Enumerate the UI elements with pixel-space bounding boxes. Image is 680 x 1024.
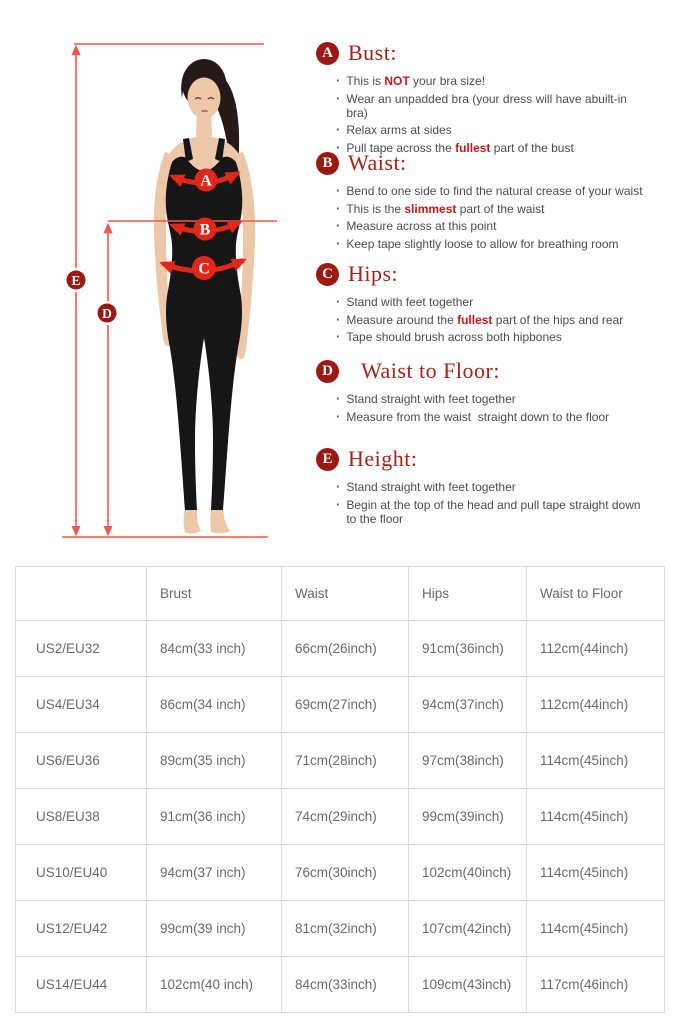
text-segment: part of the bust (490, 140, 574, 155)
text-segment: Stand with feet together (346, 295, 474, 309)
size-value: 84cm(33 inch) (147, 621, 282, 677)
left-foot (184, 510, 202, 533)
size-value: 69cm(27inch) (282, 677, 409, 733)
section-title: Waist to Floor: (361, 358, 500, 383)
bullet-text (346, 410, 609, 424)
size-row (16, 733, 665, 789)
text-segment: your bra size! (409, 74, 486, 88)
section-heading (316, 358, 674, 384)
section-badge-B: B (316, 152, 339, 175)
size-row (16, 901, 665, 957)
text-segment: Measure across at this point (346, 219, 497, 233)
bullet-item (336, 392, 674, 406)
bullet-dot: · (336, 479, 341, 494)
dim-badge-E-letter: E (71, 272, 81, 288)
section-title: Hips: (348, 261, 399, 286)
bullet-text (346, 74, 485, 88)
bullet-text (346, 219, 496, 233)
measure-section-D (316, 358, 674, 427)
size-value: 84cm(33inch) (282, 957, 409, 1013)
measurement-figure (0, 0, 320, 560)
body-badge-B-letter: B (199, 221, 211, 239)
bullet-text (346, 184, 642, 198)
size-row (16, 789, 665, 845)
highlighted-word: fullest (457, 312, 493, 327)
size-value: 71cm(28inch) (282, 733, 409, 789)
size-value: 89cm(35 inch) (147, 733, 282, 789)
section-title: Waist: (348, 150, 407, 175)
bullet-text (346, 202, 544, 216)
size-label: US8/EU38 (16, 789, 147, 845)
highlighted-word: NOT (384, 74, 410, 88)
section-badge-E: E (316, 448, 339, 471)
size-value: 112cm(44inch) (527, 621, 665, 677)
section-badge-A: A (316, 42, 339, 65)
text-segment: This is the (346, 201, 405, 216)
bullet-item (336, 74, 674, 88)
bullet-item (336, 410, 674, 424)
bullet-text (346, 92, 648, 120)
bullet-item (336, 123, 674, 137)
size-value: 99cm(39inch) (409, 789, 527, 845)
section-badge-C: C (316, 263, 339, 286)
bullet-item (336, 92, 674, 120)
body-badge-A-letter: A (200, 172, 212, 190)
right-foot (210, 510, 230, 533)
text-segment: Wear an unpadded bra (your dress will have abuilt-in bra) (346, 91, 631, 120)
bullet-dot: · (336, 329, 341, 344)
bullet-dot: · (336, 496, 341, 512)
highlighted-word: fullest (455, 140, 491, 155)
text-segment: This is (346, 74, 385, 88)
text-segment: Bend to one side to find the natural crease of your waist (346, 184, 643, 198)
size-value: 102cm(40inch) (409, 845, 527, 901)
bullet-text (346, 392, 515, 406)
size-label: US14/EU44 (16, 957, 147, 1013)
size-value: 102cm(40 inch) (147, 957, 282, 1013)
size-value: 114cm(45inch) (527, 733, 665, 789)
size-value: 94cm(37 inch) (147, 845, 282, 901)
bullet-item (336, 330, 674, 344)
size-col-header-0 (16, 567, 147, 621)
section-bullets (316, 392, 674, 424)
size-value: 91cm(36inch) (409, 621, 527, 677)
bullet-dot: · (336, 311, 341, 327)
size-value: 107cm(42inch) (409, 901, 527, 957)
section-title: Bust: (348, 40, 397, 65)
bullet-item (336, 237, 674, 251)
size-value: 114cm(45inch) (527, 845, 665, 901)
size-row (16, 677, 665, 733)
size-label: US4/EU34 (16, 677, 147, 733)
text-segment: Stand straight with feet together (346, 392, 516, 406)
bullet-dot: · (336, 90, 341, 106)
bullet-text (346, 330, 561, 344)
text-segment: Begin at the top of the head and pull tape straight down to the floor (346, 497, 644, 526)
bullet-dot: · (336, 294, 341, 309)
text-segment: Measure from the waist straight down to the floor (346, 409, 610, 424)
bullet-text (346, 237, 618, 251)
bullet-dot: · (336, 218, 341, 233)
bullet-text (346, 123, 451, 137)
bullet-dot: · (336, 408, 341, 424)
size-value: 99cm(39 inch) (147, 901, 282, 957)
text-segment: Stand straight with feet together (346, 480, 516, 494)
size-row (16, 957, 665, 1013)
text-segment: Relax arms at sides (346, 123, 452, 137)
size-value: 112cm(44inch) (527, 677, 665, 733)
section-bullets (316, 480, 674, 526)
size-col-header-4: Waist to Floor (527, 567, 665, 621)
measure-section-B (316, 150, 674, 254)
bullet-dot: · (336, 391, 341, 406)
neck (196, 112, 212, 139)
bullet-text (346, 498, 648, 526)
size-value: 94cm(37inch) (409, 677, 527, 733)
size-value: 76cm(30inch) (282, 845, 409, 901)
bullet-text (346, 295, 473, 309)
bullet-dot: · (336, 73, 341, 88)
section-bullets (316, 295, 674, 344)
text-segment: part of the waist (456, 201, 545, 216)
size-value: 91cm(36 inch) (147, 789, 282, 845)
text-segment: Measure around the (346, 312, 458, 327)
section-heading (316, 150, 674, 176)
size-value: 114cm(45inch) (527, 901, 665, 957)
bullet-item (336, 480, 674, 494)
size-chart-table (15, 566, 665, 1013)
bullet-text (346, 480, 515, 494)
woman-silhouette (154, 59, 255, 533)
bullet-dot: · (336, 122, 341, 137)
leggings (166, 296, 242, 510)
section-badge-D: D (316, 360, 339, 383)
size-value: 114cm(45inch) (527, 789, 665, 845)
size-label: US2/EU32 (16, 621, 147, 677)
measure-section-E (316, 446, 674, 529)
text-segment: Pull tape across the (346, 140, 456, 155)
section-title: Height: (348, 446, 418, 471)
size-col-header-3: Hips (409, 567, 527, 621)
bullet-item (336, 184, 674, 198)
bullet-item (336, 295, 674, 309)
bullet-item (336, 219, 674, 233)
text-segment: part of the hips and rear (492, 312, 624, 327)
bullet-dot: · (336, 183, 341, 198)
size-header-row (16, 567, 665, 621)
section-bullets (316, 184, 674, 251)
bullet-dot: · (336, 235, 341, 251)
section-heading (316, 261, 674, 287)
body-badge-C-letter: C (198, 260, 210, 278)
section-bullets (316, 74, 674, 155)
measurement-figure-svg (0, 0, 320, 560)
bullet-dot: · (336, 200, 341, 216)
bullet-item (336, 498, 674, 526)
section-heading (316, 446, 674, 472)
size-value: 81cm(32inch) (282, 901, 409, 957)
size-value: 117cm(46inch) (527, 957, 665, 1013)
size-label: US12/EU42 (16, 901, 147, 957)
size-col-header-2: Waist (282, 567, 409, 621)
size-col-header-1: Brust (147, 567, 282, 621)
size-row (16, 845, 665, 901)
section-heading (316, 40, 674, 66)
size-value: 97cm(38inch) (409, 733, 527, 789)
highlighted-word: slimmest (404, 201, 457, 216)
measure-section-A (316, 40, 674, 158)
size-value: 66cm(26inch) (282, 621, 409, 677)
bullet-dot: · (336, 139, 341, 155)
text-segment: Keep tape slightly loose to allow for breathing room (346, 236, 619, 251)
bullet-item (336, 313, 674, 327)
measure-section-C (316, 261, 674, 348)
size-value: 74cm(29inch) (282, 789, 409, 845)
bullet-item (336, 202, 674, 216)
size-value: 86cm(34 inch) (147, 677, 282, 733)
dim-badge-D-letter: D (102, 305, 112, 321)
bullet-text (346, 313, 623, 327)
size-table-head (16, 567, 665, 621)
text-segment: Tape should brush across both hipbones (346, 330, 562, 344)
size-label: US10/EU40 (16, 845, 147, 901)
size-row (16, 621, 665, 677)
size-table-body (16, 621, 665, 1013)
instructions-column (316, 0, 674, 560)
size-value: 109cm(43inch) (409, 957, 527, 1013)
size-label: US6/EU36 (16, 733, 147, 789)
